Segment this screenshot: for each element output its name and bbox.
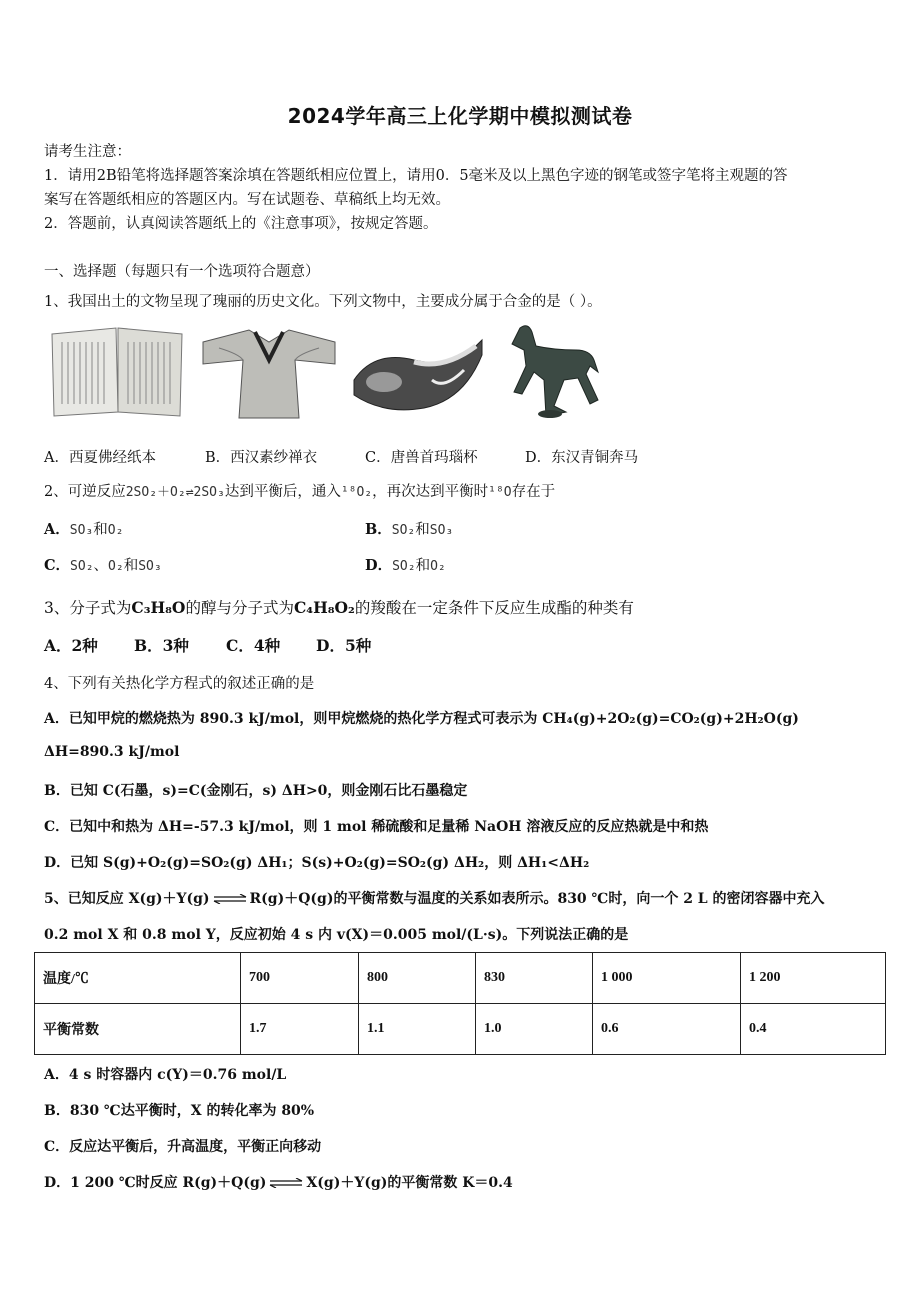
- q5-stem-line2: 0.2 mol X 和 0.8 mol Y，反应初始 4 s 内 v(X)＝0.005 mol/(L·s)。下列说法正确的是: [44, 927, 629, 943]
- equilibrium-arrow-icon: [212, 894, 248, 904]
- q4-option-b: B．已知 C(石墨，s)=C(金刚石，s) ΔH>0，则金刚石比石墨稳定: [44, 783, 468, 799]
- table-cell: 平衡常数: [35, 1004, 241, 1055]
- q5-option-a: A．4 s 时容器内 c(Y)＝0.76 mol/L: [44, 1067, 287, 1083]
- q4-option-a-line2: ΔH=890.3 kJ/mol: [44, 744, 180, 760]
- notice-item-1a: 1．请用2B铅笔将选择题答案涂填在答题纸相应位置上，请用0．5毫米及以上黑色字迹的钢笔或签字笔将主观题的答: [44, 168, 788, 184]
- q2-option-c: C．SO₂、O₂和SO₃: [44, 557, 162, 574]
- q1-stem: 1、我国出土的文物呈现了瑰丽的历史文化。下列文物中，主要成分属于合金的是（ ）。: [44, 294, 602, 310]
- q4-option-a-line1: A．已知甲烷的燃烧热为 890.3 kJ/mol，则甲烷燃烧的热化学方程式可表示为 CH₄(g)+2O₂(g)=CO₂(g)+2H₂O(g): [44, 711, 799, 727]
- table-cell: 1.7: [241, 1004, 359, 1055]
- q5-option-c: C．反应达平衡后，升高温度，平衡正向移动: [44, 1139, 322, 1155]
- q3-option-d: D．5种: [316, 636, 372, 655]
- q1-option-d: D．东汉青铜奔马: [525, 450, 639, 466]
- silk-robe-image: [199, 320, 339, 420]
- q3-option-b: B．3种: [134, 636, 189, 655]
- q1-option-a: A．西夏佛经纸本: [44, 450, 156, 466]
- equilibrium-arrow-icon: [268, 1178, 304, 1188]
- q2-stem: [44, 480, 555, 501]
- q3-formula-acid: C₄H₈O₂: [293, 598, 355, 617]
- table-cell: 1 000: [593, 953, 741, 1004]
- q3-option-a: A．2种: [44, 636, 98, 655]
- q4-option-c: C．已知中和热为 ΔH=-57.3 kJ/mol，则 1 mol 稀硫酸和足量稀 NaOH 溶液反应的反应热就是中和热: [44, 819, 709, 835]
- q2-equation: 2SO₂＋O₂⇌2SO₃: [125, 485, 225, 500]
- q1-option-c: C．唐兽首玛瑙杯: [365, 450, 478, 466]
- q1-option-b: B．西汉素纱禅衣: [205, 450, 318, 466]
- table-cell: 温度/℃: [35, 953, 241, 1004]
- table-cell: 0.6: [593, 1004, 741, 1055]
- q3-option-c: C．4种: [226, 636, 281, 655]
- table-row: [35, 953, 886, 1004]
- q5-option-d: D．1 200 ℃时反应 R(g)＋Q(g) X(g)＋Y(g)的平衡常数 K＝0.4: [44, 1175, 513, 1191]
- q4-option-d: D．已知 S(g)+O₂(g)=SO₂(g) ΔH₁；S(s)+O₂(g)=SO₂(g) ΔH₂，则 ΔH₁<ΔH₂: [44, 855, 590, 871]
- q3-formula-alcohol: C₃H₈O: [131, 598, 186, 617]
- page-title: 2024学年高三上化学期中模拟测试卷: [287, 104, 633, 128]
- q5-stem-line1: 5、已知反应 X(g)＋Y(g) R(g)＋Q(g)的平衡常数与温度的关系如表所示。830 ℃时，向一个 2 L 的密闭容器中充入: [44, 891, 825, 907]
- sutra-paper-image: [44, 320, 189, 420]
- notice-heading: 请考生注意：: [44, 144, 131, 160]
- q2-o18: ¹⁸O: [488, 485, 512, 500]
- q4-stem: 4、下列有关热化学方程式的叙述正确的是: [44, 676, 315, 692]
- notice-item-2: 2．答题前，认真阅读答题纸上的《注意事项》，按规定答题。: [44, 216, 438, 232]
- table-row: [35, 1004, 886, 1055]
- table-cell: 1.0: [476, 1004, 593, 1055]
- q2-text-4: 存在于: [511, 484, 556, 500]
- bronze-horse-image: [494, 320, 604, 420]
- q2-o18-gas: ¹⁸O₂: [340, 485, 373, 500]
- table-cell: 830: [476, 953, 593, 1004]
- table-cell: 1 200: [741, 953, 886, 1004]
- table-cell: 700: [241, 953, 359, 1004]
- q2-option-d: D．SO₂和O₂: [365, 557, 446, 574]
- q5-option-b: B．830 ℃达平衡时，X 的转化率为 80%: [44, 1103, 315, 1119]
- table-cell: 0.4: [741, 1004, 886, 1055]
- equilibrium-constant-table: [34, 952, 886, 1055]
- section-heading: 一、选择题（每题只有一个选项符合题意）: [44, 264, 320, 280]
- table-cell: 800: [359, 953, 476, 1004]
- q2-option-a: A．SO₃和O₂: [44, 521, 124, 538]
- notice-item-1b: 案写在答题纸相应的答题区内。写在试题卷、草稿纸上均无效。: [44, 192, 450, 208]
- q2-text-3: ，再次达到平衡时: [372, 484, 489, 500]
- q3-stem: 3、分子式为C₃H₈O的醇与分子式为C₄H₈O₂的羧酸在一定条件下反应生成酯的种类有: [44, 598, 634, 617]
- q2-text-2: 达到平衡后，通入: [224, 484, 341, 500]
- table-cell: 1.1: [359, 1004, 476, 1055]
- q2-option-b: B．SO₂和SO₃: [365, 521, 454, 538]
- q1-images: [44, 320, 604, 425]
- q2-text-1: 2、可逆反应: [44, 484, 126, 500]
- agate-cup-image: [344, 320, 489, 420]
